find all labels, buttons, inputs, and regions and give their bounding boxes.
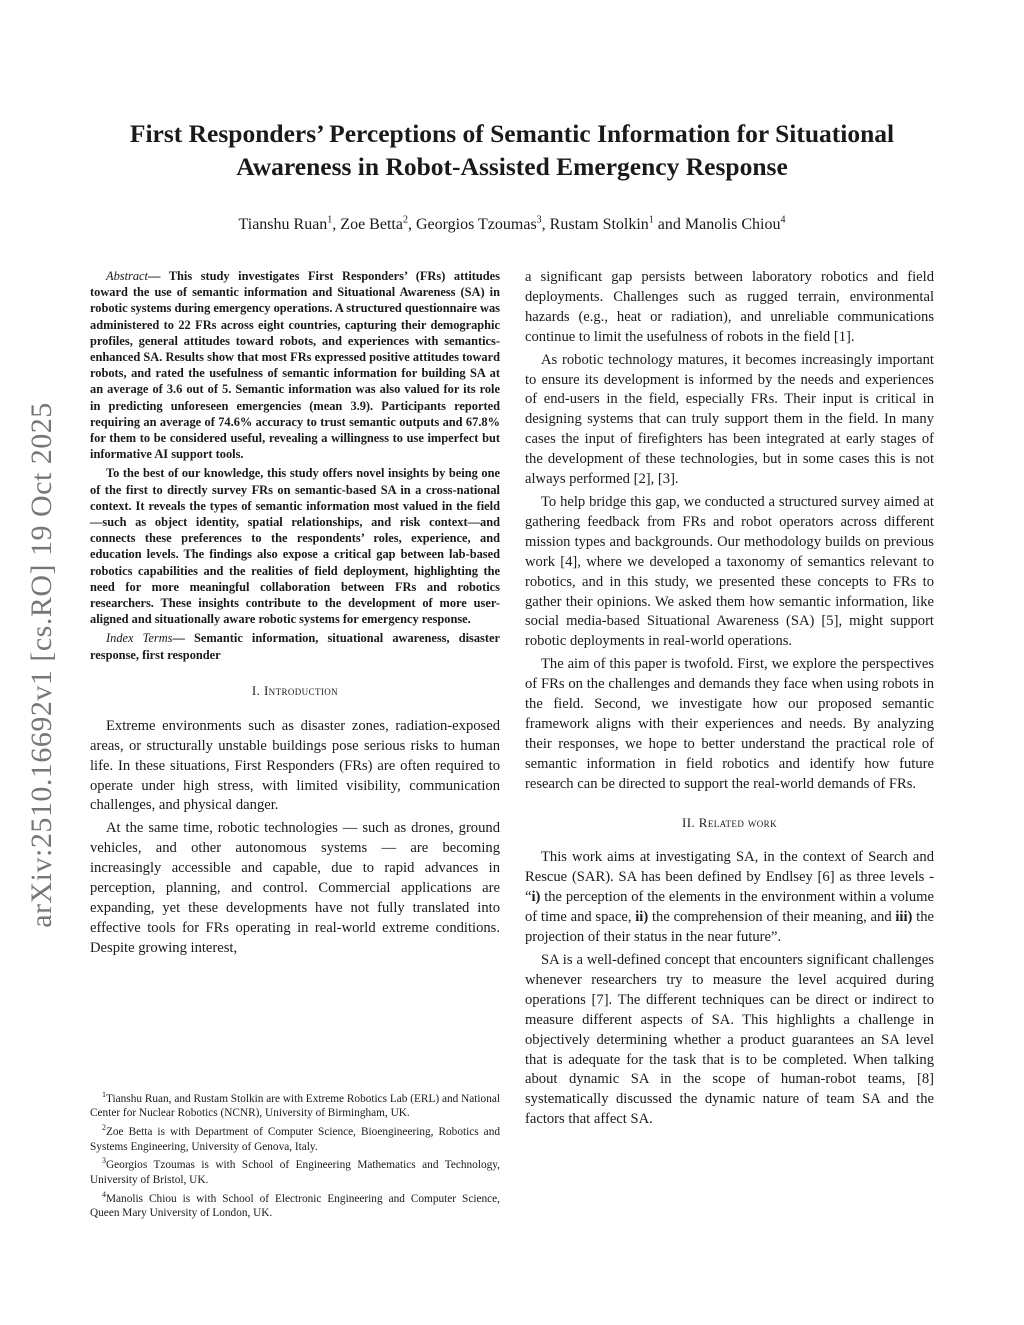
body-paragraph: Extreme environments such as disaster zones, radiation-exposed areas, or structurally unstable buildings pose serious risks to human life. In these situations, First Responders (FRs) are often required to operate under high stress, with limited visibility, communication challenges, and physical danger.: [90, 717, 500, 814]
left-column: [90, 268, 500, 959]
body-paragraph: SA is a well-defined concept that encounters significant challenges whenever researchers try to measure the level acquired during operations [7]. The different techniques can be direct or indirect to measure different aspects of SA. This highlights a challenge in objectively determining whether a product guarantees an SA level that is adequate for the task that is to be completed. When talking about dynamic SA in the scope of human-robot teams, [8] systematically discussed the dynamic nature of team SA and the factors that affect SA.: [525, 952, 934, 1128]
author: Georgios Tzoumas$^3$,: [415, 215, 550, 234]
footnote: $^3$Georgios Tzoumas is with School of Engineering Mathematics and Technology, University of Bristol, UK.: [90, 1156, 500, 1186]
arxiv-identifier: [22, 370, 62, 960]
section-heading-introduction: I. Introduction: [251, 682, 339, 698]
body-paragraph: This work aims at investigating SA, in the context of Search and Rescue (SAR). SA has been defined by Endlsey [6] as three levels - “i) the perception of the elements in the environment within a volume of time and space, ii) the comprehension of their meaning, and iii) the projection of their status in the near future”.: [525, 849, 934, 946]
section-heading-related-work: II. Related work: [682, 814, 777, 830]
index-terms-label: Index Terms: [106, 631, 173, 646]
author: Manolis Chiou$^4$: [684, 215, 786, 234]
index-terms: Index Terms— Semantic information, situational awareness, disaster response, first responder: [90, 631, 500, 662]
body-paragraph: As robotic technology matures, it becomes increasingly important to ensure its development is informed by the needs and experiences of end-users in the field, especially FRs. Their input is critical in designing systems that can truly support them in the field. In many cases the input of firefighters has been integrated at early stages of the development of these technologies, but in some cases this is not always performed [2], [3].: [525, 351, 934, 488]
footnote: $^1$Tianshu Ruan, and Rustam Stolkin are with Extreme Robotics Lab (ERL) and National Center for Nuclear Robotics (NCNR), University of Birmingham, UK.: [90, 1090, 500, 1120]
abstract-label: Abstract: [106, 269, 148, 283]
footnotes: [90, 1088, 500, 1221]
paper-title-line-1: First Responders’ Perceptions of Semantic Information for Situational: [129, 119, 895, 148]
author: Tianshu Ruan$^1$,: [238, 215, 341, 234]
author: Rustam Stolkin$^1$ and: [549, 215, 685, 234]
author-list: [80, 210, 944, 236]
body-paragraph: a significant gap persists between laboratory robotics and field deployments. Challenges such as rugged terrain, environmental hazards (e.g., heat or radiation), and unreliable communications continue to limit the usefulness of robots in the field [1].: [525, 269, 934, 345]
abstract-paragraph: To the best of our knowledge, this study offers novel insights by being one of the first to directly survey FRs on semantic-based SA in a cross-national context. It reveals the types of semantic information most valued in the field—such as object identity, spatial relationships, and risk context—and connects these preferences to the respondents’ roles, experience, and education levels. The findings also expose a critical gap between lab-based robotics capabilities and the realities of field deployment, highlighting the need for more meaningful collaboration between FRs and robotics researchers. These insights contribute to the development of more user-aligned and situationally aware robotic systems for emergency response.: [90, 466, 500, 627]
right-column: [525, 268, 934, 1130]
author: Zoe Betta$^2$,: [340, 215, 416, 234]
body-paragraph: To help bridge this gap, we conducted a structured survey aimed at gathering feedback from FRs and robot operators across different mission types and backgrounds. Our methodology builds on previous work [4], where we developed a taxonomy of semantics relevant to robotics, and in this study, we presented these concepts to FRs to gather their opinions. We asked them how semantic information, like social media-based Situational Awareness (SA) [5], might support robotic deployments in real-world operations.: [525, 493, 934, 650]
body-paragraph: At the same time, robotic technologies — such as drones, ground vehicles, and other autonomous systems — are becoming increasingly accessible and capable, due to rapid advances in perception, planning, and control. Commercial applications are expanding, yet these developments have not fully translated into effective tools for FRs operating in real-world extreme conditions. Despite growing interest,: [90, 820, 500, 956]
footnote: $^4$Manolis Chiou is with School of Electronic Engineering and Computer Science, Queen Mary University of London, UK.: [90, 1189, 500, 1219]
paper-title: [80, 117, 944, 183]
footnote: $^2$Zoe Betta is with Department of Computer Science, Bioengineering, Robotics and Systems Engineering, University of Genova, Italy.: [90, 1123, 500, 1153]
abstract-paragraph: Abstract— This study investigates First Responders’ (FRs) attitudes toward the use of semantic information and Situational Awareness (SA) in robotic systems during emergency operations. A structured questionnaire was administered to 22 FRs across eight countries, capturing their demographic profiles, general attitudes toward robots, and experiences with semantics-enhanced SA. Results show that most FRs expressed positive attitudes toward robots, and rated the usefulness of semantic information for building SA at an average of 3.6 out of 5. Semantic information was also valued for its role in predicting unforeseen emergencies (mean 3.9). Participants reported requiring an average of 74.6% accuracy to trust semantic outputs and 67.8% for them to be considered useful, revealing a willingness to use imperfect but informative AI support tools.: [90, 269, 500, 462]
paper-title-line-2: Awareness in Robot-Assisted Emergency Response: [236, 152, 788, 181]
body-paragraph: The aim of this paper is twofold. First, we explore the perspectives of FRs on the challenges and demands they face when using robots in the field. Second, we investigate how our proposed semantic framework aligns with their experiences and needs. By analyzing their responses, we hope to better understand the practical role of semantic information in field robotics and identify how future research can be directed to support the real-world demands of FRs.: [525, 656, 934, 792]
arxiv-identifier-text: arXiv:2510.16692v1 [cs.RO] 19 Oct 2025: [25, 402, 58, 928]
abstract: [90, 268, 500, 663]
